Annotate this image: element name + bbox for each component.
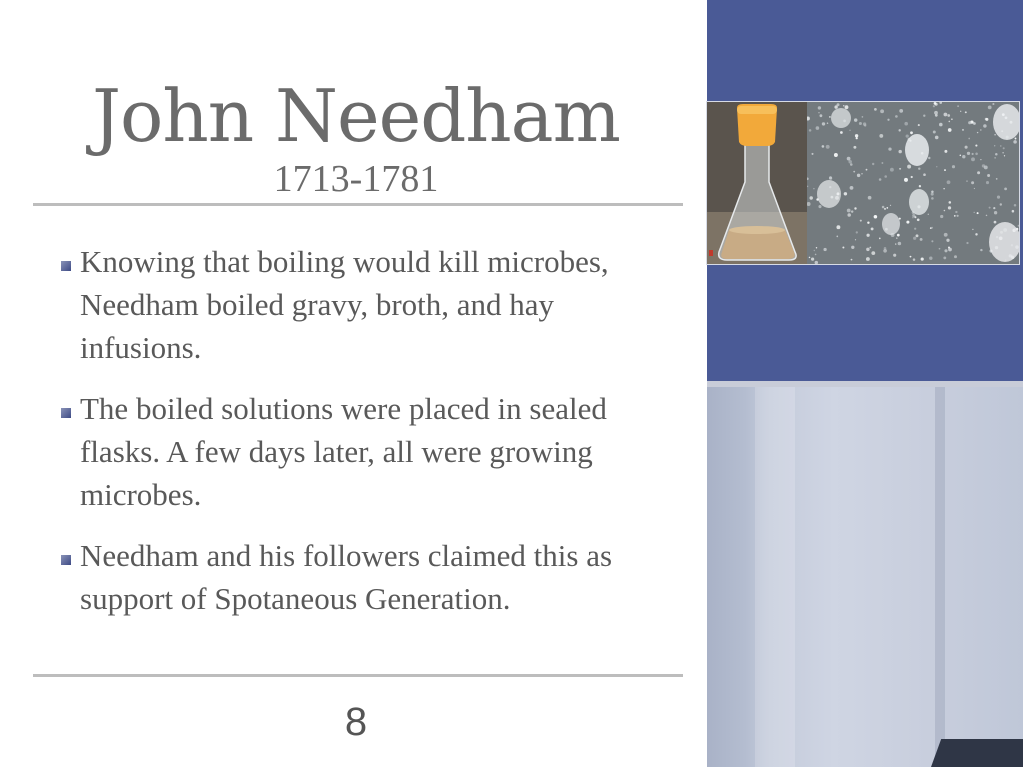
bullet-item (58, 534, 678, 620)
flask-image (707, 102, 807, 264)
page-number: 8 (344, 700, 368, 744)
background-photo-panel (707, 387, 1023, 767)
bullet-item (58, 240, 678, 369)
bottom-divider (33, 674, 683, 677)
bullet-square-icon (61, 261, 71, 271)
bullet-text: Knowing that boiling would kill microbes, Needham boiled gravy, broth, and hay infusions. (80, 244, 609, 365)
bullet-item (58, 387, 678, 516)
bullet-text: Needham and his followers claimed this as support of Spotaneous Generation. (80, 538, 613, 616)
slide-subtitle: 1713-1781 (273, 158, 439, 200)
slide-title: John Needham (92, 74, 620, 158)
top-divider (33, 203, 683, 206)
microscope-photo (807, 102, 1019, 264)
flask-photo (707, 102, 807, 264)
bullet-list (58, 240, 678, 638)
microscope-image (807, 102, 1019, 264)
bullet-square-icon (61, 555, 71, 565)
bullet-square-icon (61, 408, 71, 418)
bullet-text: The boiled solutions were placed in sealed flasks. A few days later, all were growing microbes. (80, 391, 607, 512)
